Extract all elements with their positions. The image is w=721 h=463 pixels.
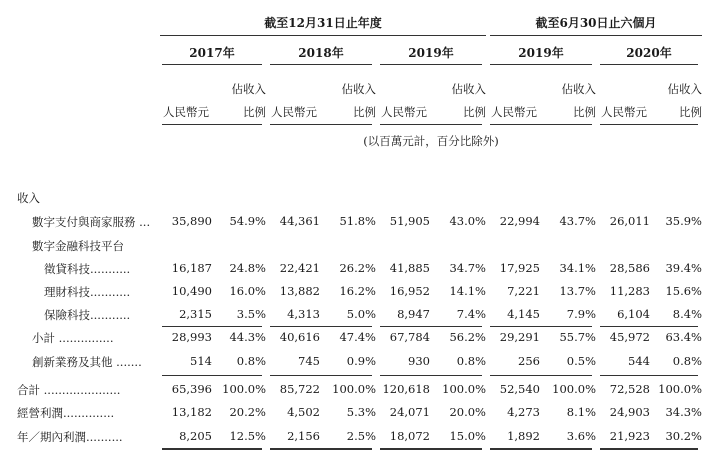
- cell-percent: 47.4%: [339, 330, 376, 344]
- cell-percent: 51.8%: [339, 214, 376, 228]
- cell-percent: 39.4%: [665, 261, 702, 275]
- col-header-underline: [490, 124, 592, 125]
- cell-percent: 0.9%: [346, 354, 376, 368]
- header-annual-period: 截至12月31日止年度: [264, 16, 382, 30]
- cell-percent: 0.8%: [456, 354, 486, 368]
- cell-amount: 256: [518, 354, 540, 368]
- cell-percent: 100.0%: [222, 382, 266, 396]
- row-label: 經營利潤..............: [17, 406, 115, 420]
- cell-percent: 34.7%: [449, 261, 486, 275]
- cell-amount: 1,892: [507, 429, 540, 443]
- unit-note: (以百萬元計，百分比除外): [363, 134, 499, 148]
- col-amount-header: 人民幣元: [381, 105, 427, 119]
- cell-percent: 30.2%: [665, 429, 702, 443]
- cell-amount: 28,586: [609, 261, 650, 275]
- row-label: 小計 ...............: [32, 331, 114, 345]
- cell-percent: 14.1%: [449, 284, 486, 298]
- cell-amount: 514: [190, 354, 212, 368]
- cell-amount: 4,145: [507, 307, 540, 321]
- col-header-underline: [162, 124, 262, 125]
- cell-percent: 54.9%: [229, 214, 266, 228]
- cell-amount: 67,784: [389, 330, 430, 344]
- cell-amount: 52,540: [499, 382, 540, 396]
- total-top-line: [380, 375, 482, 376]
- col-amount-header: 人民幣元: [271, 105, 317, 119]
- cell-amount: 26,011: [609, 214, 650, 228]
- cell-percent: 43.0%: [449, 214, 486, 228]
- cell-percent: 16.2%: [339, 284, 376, 298]
- subtotal-line: [600, 326, 698, 327]
- row-label: 年／期內利潤..........: [17, 430, 123, 444]
- row-label: 數字支付與商家服務 ...: [32, 215, 151, 229]
- cell-percent: 56.2%: [449, 330, 486, 344]
- cell-amount: 22,421: [279, 261, 320, 275]
- cell-percent: 100.0%: [658, 382, 702, 396]
- cell-amount: 85,722: [279, 382, 320, 396]
- cell-amount: 17,925: [499, 261, 540, 275]
- cell-percent: 7.4%: [456, 307, 486, 321]
- cell-amount: 16,187: [171, 261, 212, 275]
- col-pct-header-line2: 比例: [679, 105, 702, 119]
- cell-amount: 35,890: [171, 214, 212, 228]
- row-label: 創新業務及其他 .......: [32, 355, 142, 369]
- col-header-underline: [270, 124, 372, 125]
- cell-amount: 29,291: [499, 330, 540, 344]
- year-header: 2020年: [626, 46, 672, 60]
- row-label: 徵貸科技...........: [44, 262, 131, 276]
- cell-percent: 20.2%: [229, 405, 266, 419]
- total-top-line: [490, 375, 592, 376]
- cell-percent: 100.0%: [442, 382, 486, 396]
- year-underline: [162, 64, 262, 65]
- row-label: 收入: [17, 191, 40, 205]
- col-header-underline: [380, 124, 482, 125]
- cell-amount: 2,315: [179, 307, 212, 321]
- cell-percent: 20.0%: [449, 405, 486, 419]
- cell-amount: 7,221: [507, 284, 540, 298]
- cell-amount: 41,885: [389, 261, 430, 275]
- year-header: 2019年: [518, 46, 564, 60]
- year-header: 2017年: [189, 46, 235, 60]
- total-double-line: [490, 448, 592, 450]
- col-pct-header-line1: 佔收入: [667, 82, 702, 96]
- total-top-line: [600, 375, 698, 376]
- cell-amount: 120,618: [382, 382, 430, 396]
- col-amount-header: 人民幣元: [491, 105, 537, 119]
- cell-percent: 3.6%: [566, 429, 596, 443]
- cell-percent: 26.2%: [339, 261, 376, 275]
- cell-percent: 16.0%: [229, 284, 266, 298]
- header-annual-underline: [160, 35, 486, 36]
- col-pct-header-line2: 比例: [573, 105, 596, 119]
- cell-amount: 21,923: [609, 429, 650, 443]
- col-amount-header: 人民幣元: [601, 105, 647, 119]
- cell-percent: 0.5%: [566, 354, 596, 368]
- cell-percent: 2.5%: [346, 429, 376, 443]
- cell-percent: 5.0%: [346, 307, 376, 321]
- col-pct-header-line2: 比例: [243, 105, 266, 119]
- cell-percent: 13.7%: [559, 284, 596, 298]
- cell-percent: 55.7%: [559, 330, 596, 344]
- cell-amount: 930: [408, 354, 430, 368]
- cell-percent: 3.5%: [236, 307, 266, 321]
- cell-percent: 12.5%: [229, 429, 266, 443]
- cell-amount: 72,528: [609, 382, 650, 396]
- cell-percent: 100.0%: [332, 382, 376, 396]
- cell-amount: 44,361: [279, 214, 320, 228]
- row-label: 數字金融科技平台: [32, 239, 124, 253]
- cell-amount: 24,071: [389, 405, 430, 419]
- cell-percent: 8.1%: [566, 405, 596, 419]
- cell-percent: 15.0%: [449, 429, 486, 443]
- cell-amount: 4,273: [507, 405, 540, 419]
- year-underline: [600, 64, 698, 65]
- header-six-month-period: 截至6月30日止六個月: [535, 16, 657, 30]
- cell-amount: 544: [628, 354, 650, 368]
- cell-amount: 8,947: [397, 307, 430, 321]
- cell-amount: 4,502: [287, 405, 320, 419]
- cell-amount: 40,616: [279, 330, 320, 344]
- cell-amount: 22,994: [499, 214, 540, 228]
- cell-amount: 10,490: [171, 284, 212, 298]
- cell-amount: 11,283: [609, 284, 650, 298]
- cell-amount: 51,905: [389, 214, 430, 228]
- year-underline: [490, 64, 592, 65]
- cell-amount: 13,882: [279, 284, 320, 298]
- total-double-line: [162, 448, 262, 450]
- cell-percent: 5.3%: [346, 405, 376, 419]
- cell-amount: 65,396: [171, 382, 212, 396]
- total-double-line: [600, 448, 698, 450]
- total-double-line: [270, 448, 372, 450]
- subtotal-line: [162, 326, 262, 327]
- cell-amount: 745: [298, 354, 320, 368]
- subtotal-line: [380, 326, 482, 327]
- total-top-line: [270, 375, 372, 376]
- year-header: 2018年: [298, 46, 344, 60]
- total-top-line: [162, 375, 262, 376]
- year-underline: [270, 64, 372, 65]
- cell-percent: 15.6%: [665, 284, 702, 298]
- cell-amount: 16,952: [389, 284, 430, 298]
- cell-percent: 43.7%: [559, 214, 596, 228]
- row-label: 保險科技...........: [44, 308, 131, 322]
- cell-amount: 24,903: [609, 405, 650, 419]
- cell-amount: 6,104: [617, 307, 650, 321]
- row-label: 合計 .....................: [17, 383, 121, 397]
- cell-percent: 34.1%: [559, 261, 596, 275]
- cell-percent: 100.0%: [552, 382, 596, 396]
- cell-amount: 8,205: [179, 429, 212, 443]
- header-six-month-underline: [490, 35, 702, 36]
- cell-amount: 13,182: [171, 405, 212, 419]
- subtotal-line: [270, 326, 372, 327]
- cell-percent: 63.4%: [665, 330, 702, 344]
- row-label: 理財科技...........: [44, 285, 131, 299]
- cell-percent: 0.8%: [236, 354, 266, 368]
- cell-percent: 35.9%: [665, 214, 702, 228]
- cell-percent: 8.4%: [672, 307, 702, 321]
- cell-amount: 18,072: [389, 429, 430, 443]
- year-underline: [380, 64, 482, 65]
- cell-amount: 28,993: [171, 330, 212, 344]
- cell-amount: 2,156: [287, 429, 320, 443]
- subtotal-line: [490, 326, 592, 327]
- col-pct-header-line1: 佔收入: [561, 82, 596, 96]
- col-pct-header-line1: 佔收入: [231, 82, 266, 96]
- cell-percent: 34.3%: [665, 405, 702, 419]
- cell-percent: 44.3%: [229, 330, 266, 344]
- col-pct-header-line2: 比例: [463, 105, 486, 119]
- cell-percent: 0.8%: [672, 354, 702, 368]
- col-amount-header: 人民幣元: [163, 105, 209, 119]
- cell-amount: 45,972: [609, 330, 650, 344]
- col-header-underline: [600, 124, 698, 125]
- cell-percent: 7.9%: [566, 307, 596, 321]
- year-header: 2019年: [408, 46, 454, 60]
- cell-percent: 24.8%: [229, 261, 266, 275]
- col-pct-header-line2: 比例: [353, 105, 376, 119]
- col-pct-header-line1: 佔收入: [451, 82, 486, 96]
- col-pct-header-line1: 佔收入: [341, 82, 376, 96]
- total-double-line: [380, 448, 482, 450]
- cell-amount: 4,313: [287, 307, 320, 321]
